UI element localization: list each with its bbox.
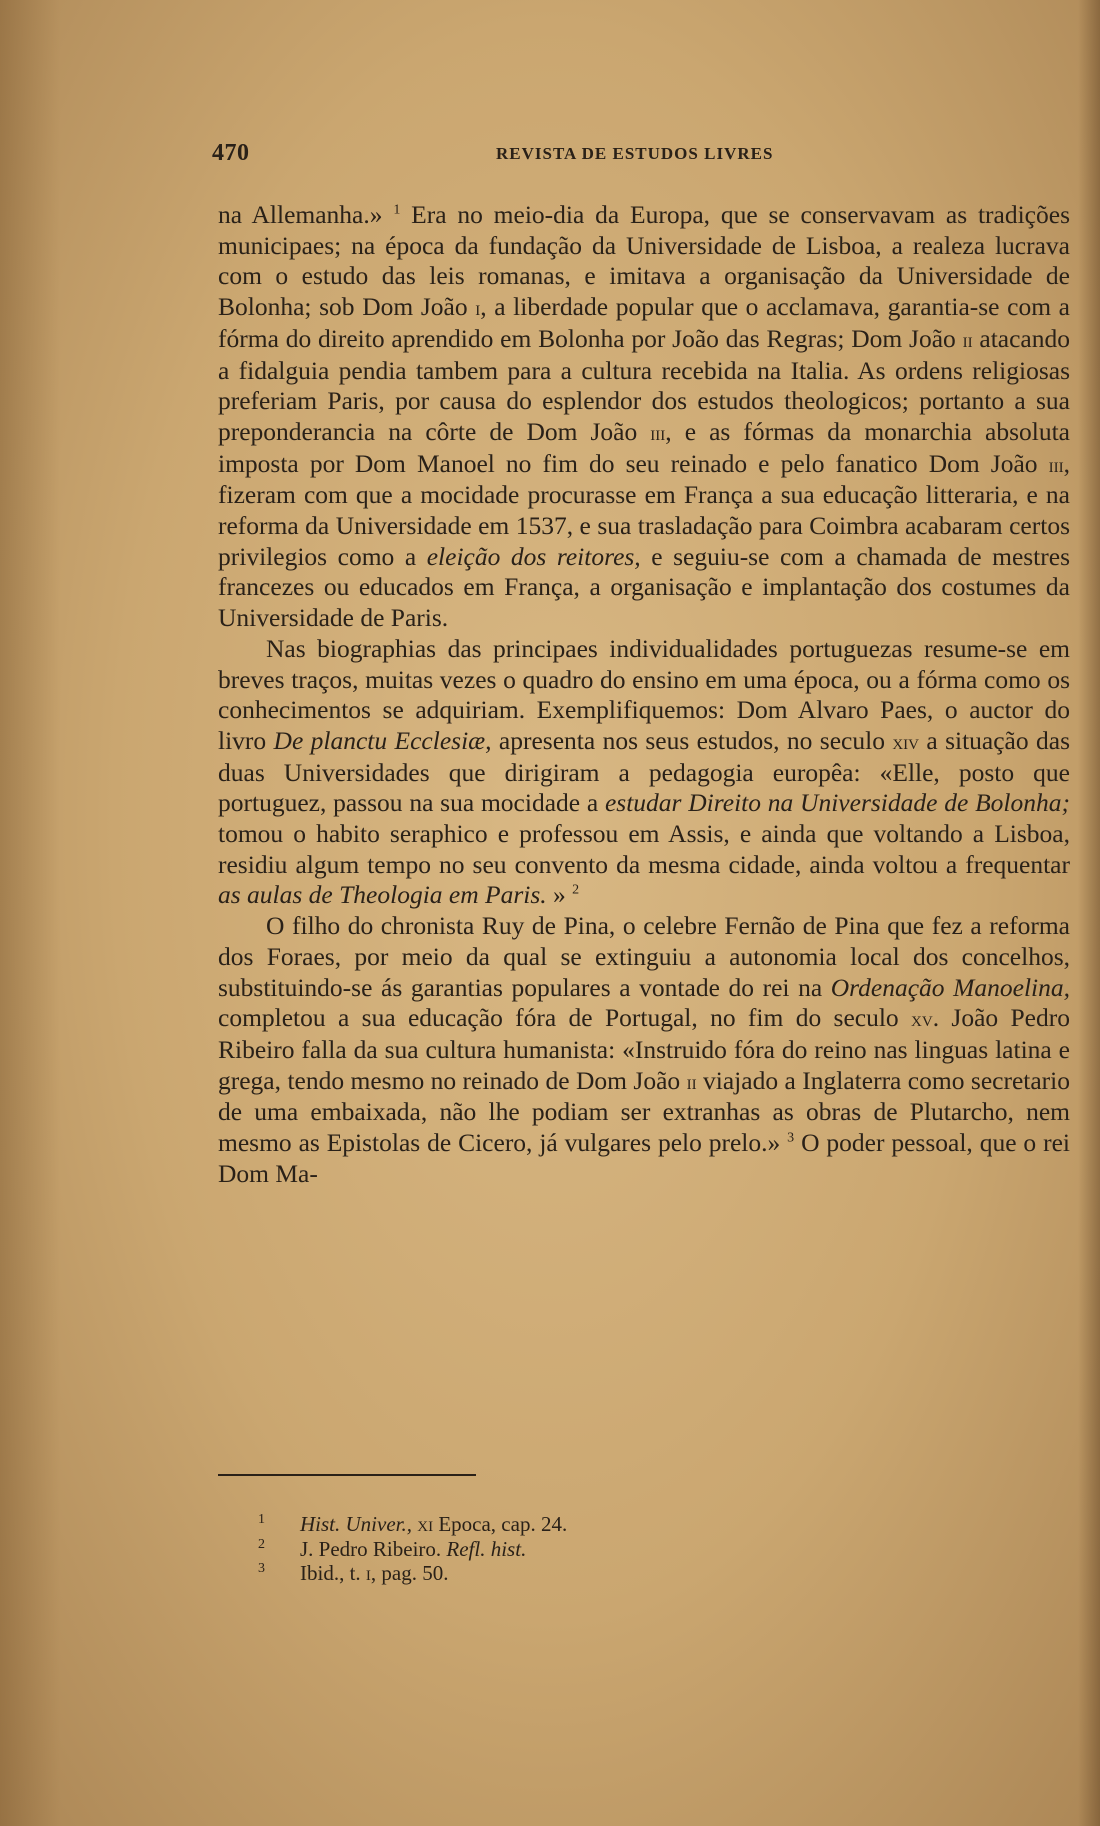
- footnotes: [258, 1512, 858, 1586]
- text-run: Era no meio-dia da Europa, que se conservavam as tradições municipaes; na época da fundação da Universidade de Lisboa, a realeza lucrava com o estudo das leis romanas, e imitava a organisação da Universidade de Bolonha; sob Dom João: [218, 200, 1070, 322]
- text-run: Nas biographias das principaes individualidades portuguezas resume-se em breves traços, muitas vezes o quadro do ensino em uma época, ou a fórma como os conhecimentos se adquiriam. Exemplifiquemos: Dom Alvaro Paes, o auctor do livro: [218, 633, 1070, 755]
- italic-phrase: estudar Direito na Universidade de Bolonha;: [604, 788, 1070, 818]
- text-run: completou a sua educação fóra de Portugal, no fim do seculo: [218, 1003, 912, 1033]
- footnote-text: , pag. 50.: [370, 1561, 449, 1585]
- italic-phrase: as aulas de Theologia em Paris.: [218, 880, 547, 910]
- text-run: a situação das duas Universidades que dirigiram a pedagogia europêa: «Elle, posto que portuguez, passou na sua mocidade a: [218, 725, 1070, 818]
- paragraph-1: [218, 200, 1070, 634]
- roman-numeral: ii: [686, 1068, 697, 1094]
- paragraph-2: [218, 634, 1070, 911]
- roman-numeral: i: [365, 1560, 371, 1585]
- roman-numeral: ii: [962, 326, 973, 352]
- footnote-text: Epoca, cap. 24.: [433, 1512, 568, 1536]
- text-run: e seguiu-se com a chamada de mestres francezes ou educados em França, a organisação e implantação dos costumes da Universidade de Paris.: [218, 541, 1070, 633]
- text-run: apresenta nos seus estudos, no seculo: [491, 725, 893, 755]
- page-header: [212, 140, 1082, 170]
- paragraph-3: [218, 911, 1070, 1189]
- footnote-marker: 1: [393, 202, 401, 218]
- text-run: O filho do chronista Ruy de Pina, o celebre Fernão de Pina que fez a reforma dos Foraes, por meio da qual se extinguiu a autonomia local dos concelhos, substituindo-se ás garantias populares a vontade do rei na: [218, 911, 1070, 1002]
- italic-phrase: De planctu Ecclesiæ,: [273, 725, 492, 755]
- text-run: O poder pessoal, que o rei Dom Ma-: [218, 1128, 1070, 1188]
- text-run: viajado a Inglaterra como secretario de uma embaixada, não lhe podiam ser extranhas as obras de Plutarcho, nem mesmo as Epistolas de Cicero, já vulgares pelo prelo.»: [218, 1065, 1070, 1158]
- footnote-italic: Hist. Univer.,: [300, 1512, 412, 1536]
- italic-phrase: eleição dos reitores,: [426, 541, 641, 571]
- text-run: , e as fórmas da monarchia absoluta imposta por Dom Manoel no fim do seu reinado e pelo fanatico Dom João: [218, 416, 1070, 478]
- footnote-1: 1 Hist. Univer., xi Epoca, cap. 24.: [258, 1511, 568, 1536]
- footnote-text: Ibid., t.: [300, 1561, 366, 1585]
- italic-phrase: Ordenação Manoelina,: [830, 972, 1071, 1002]
- roman-numeral: xi: [417, 1511, 434, 1536]
- roman-numeral: xv: [911, 1006, 933, 1032]
- footnote-text: J. Pedro Ribeiro.: [300, 1536, 447, 1561]
- running-title: REVISTA DE ESTUDOS LIVRES: [496, 144, 774, 163]
- footnote-rule: [218, 1474, 476, 1476]
- body-text: [218, 200, 1070, 1190]
- roman-numeral: iii: [650, 419, 666, 445]
- footnote-3: 3 Ibid., t. i, pag. 50.: [258, 1560, 449, 1585]
- text-run: »: [546, 880, 573, 910]
- page-shadow-right: [1078, 0, 1100, 1826]
- text-run: , a liberdade popular que o acclamava, garantia-se com a fórma do direito aprendido em Bolonha por João das Regras; Dom João: [218, 292, 1070, 353]
- text-run: tomou o habito seraphico e professou em Assis, e ainda que voltando a Lisboa, residiu algum tempo no seu convento da mesma cidade, ainda voltou a frequentar: [218, 819, 1070, 879]
- page-number: 470: [212, 140, 250, 166]
- text-run: na Allemanha.»: [218, 200, 394, 229]
- roman-numeral: xiv: [892, 728, 919, 754]
- page-shadow-left: [0, 0, 60, 1826]
- roman-numeral: iii: [1048, 451, 1064, 477]
- footnote-marker: 3: [787, 1130, 795, 1146]
- text-run: . João Pedro Ribeiro falla da sua cultura humanista: «Instruido fóra do reino nas linguas latina e grega, tendo mesmo no reinado de Dom João: [218, 1003, 1070, 1095]
- text-run: atacando a fidalguia pendia tambem para a cultura recebida na Italia. As ordens religiosas preferiam Paris, por causa do esplendor dos estudos theologicos; portanto a sua preponderancia na côrte de Dom João: [218, 323, 1070, 446]
- footnote-italic: Refl. hist.: [446, 1536, 527, 1561]
- footnote-2: 2 J. Pedro Ribeiro. Refl. hist.: [258, 1536, 527, 1561]
- text-run: , fizeram com que a mocidade procurasse em França a sua educação litteraria, e na reforma da Universidade em 1537, e sua trasladação para Coimbra acabaram certos privilegios como a: [218, 448, 1070, 571]
- roman-numeral: i: [475, 295, 481, 321]
- footnote-marker: 2: [572, 882, 580, 898]
